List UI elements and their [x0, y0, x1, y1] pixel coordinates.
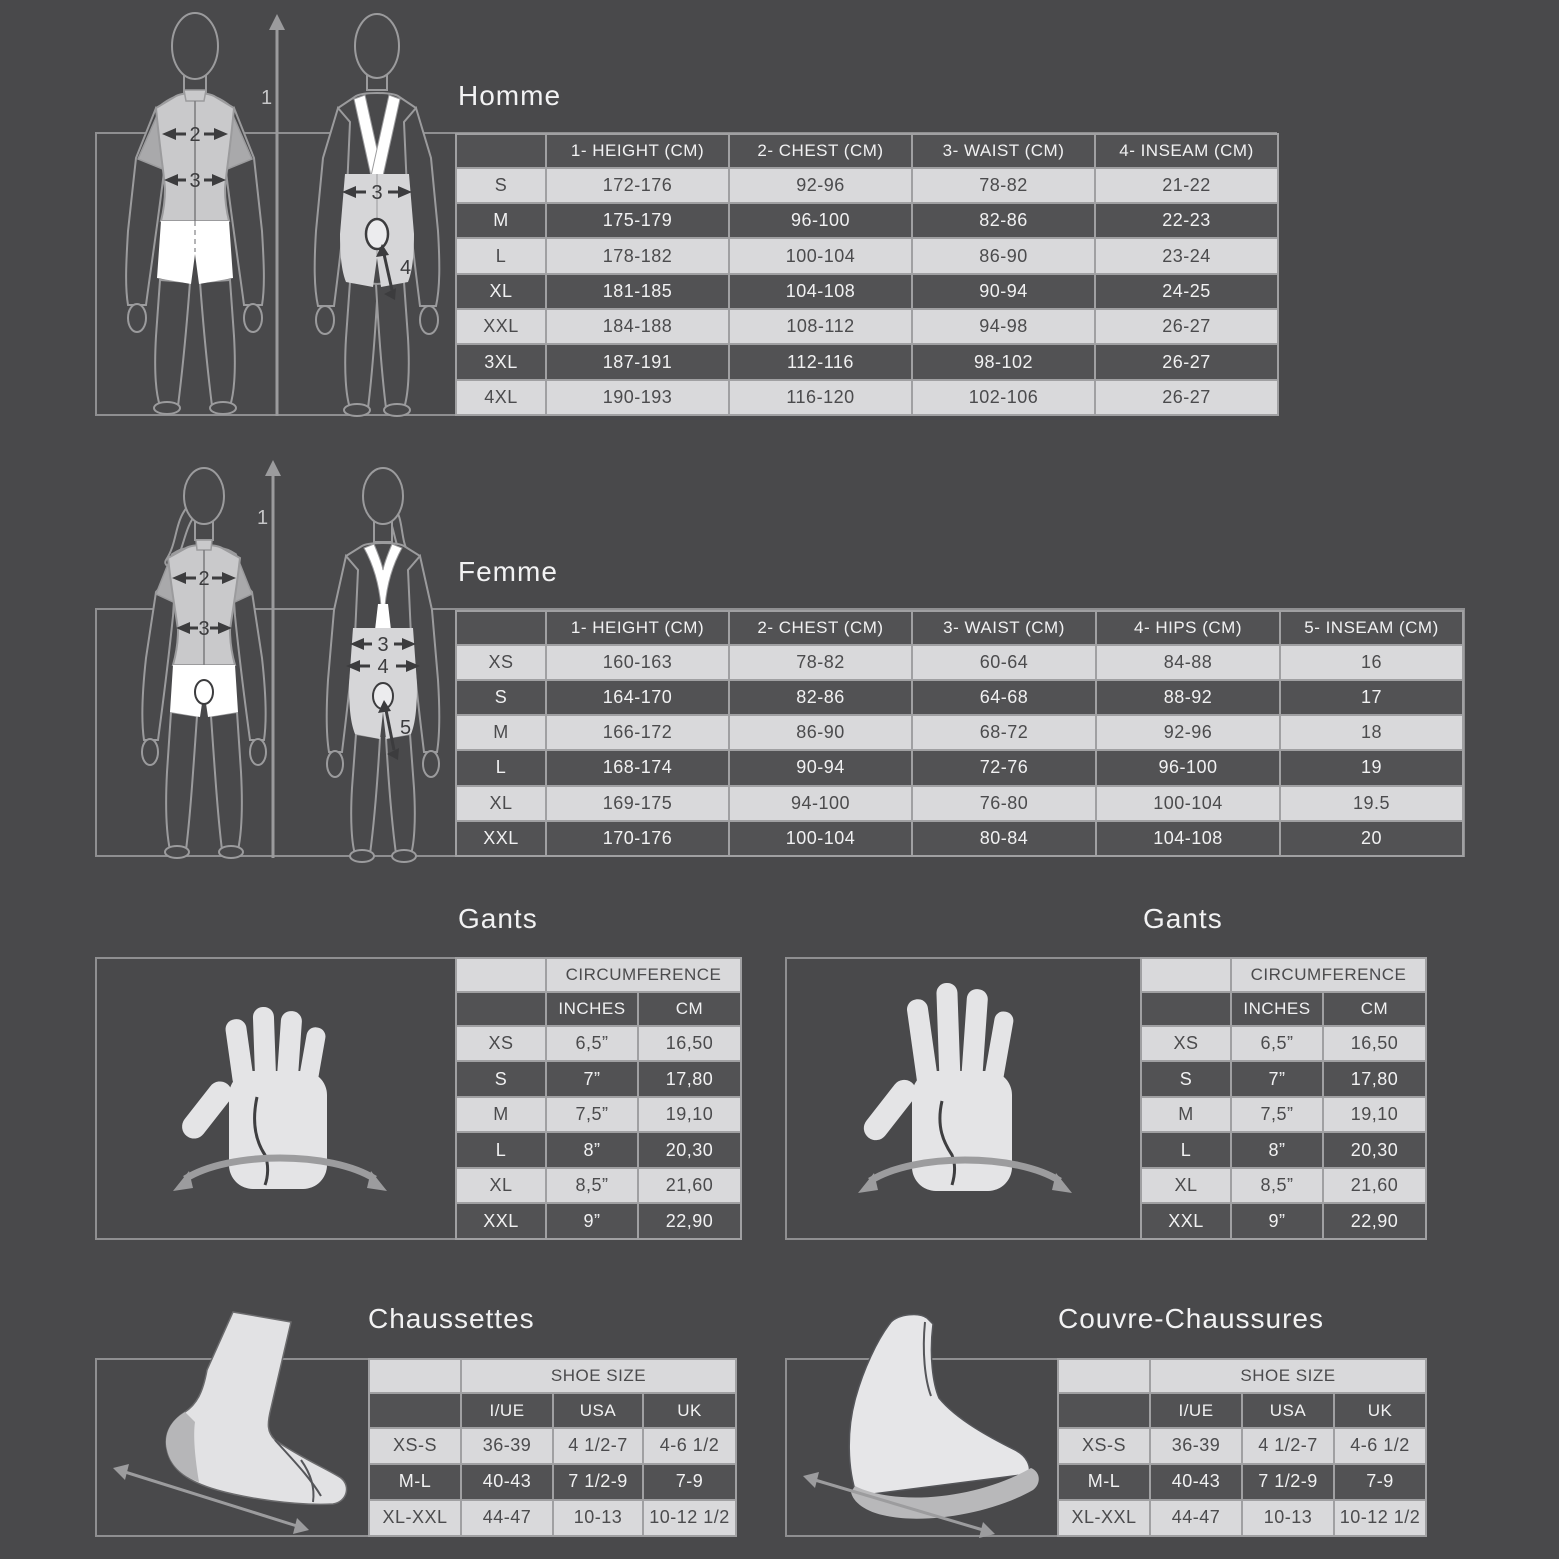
- column-header-cell: CM: [1323, 992, 1426, 1026]
- data-cell: 17,80: [1323, 1061, 1426, 1097]
- chest-arrow-label: 2: [189, 124, 201, 146]
- data-cell: 96-100: [729, 203, 912, 238]
- data-cell: 86-90: [912, 238, 1095, 273]
- table-row: [456, 238, 1278, 273]
- data-cell: 4 1/2-7: [1242, 1428, 1334, 1464]
- table-row: [1141, 1061, 1426, 1097]
- data-cell: 23-24: [1095, 238, 1278, 273]
- column-header-cell: I/UE: [1150, 1393, 1242, 1427]
- couvre-chaussures-size-table: [1057, 1358, 1427, 1537]
- homme-size-table: [455, 133, 1279, 416]
- homme-height-arrow: [260, 14, 294, 416]
- corner-cell: [1141, 992, 1231, 1026]
- femme-title: Femme: [458, 556, 558, 587]
- data-cell: 22,90: [638, 1203, 741, 1239]
- data-cell: 68-72: [912, 715, 1096, 750]
- data-cell: 98-102: [912, 344, 1095, 379]
- data-cell: 26-27: [1095, 309, 1278, 344]
- size-cell: S: [1141, 1061, 1231, 1097]
- size-cell: XL: [456, 786, 546, 821]
- group-header-cell: CIRCUMFERENCE: [546, 958, 741, 992]
- group-header-row: [456, 958, 741, 992]
- data-cell: 86-90: [729, 715, 912, 750]
- size-cell: XS-S: [369, 1428, 461, 1464]
- data-cell: 90-94: [729, 750, 912, 785]
- corner-cell: [1058, 1359, 1150, 1393]
- size-cell: XS: [1141, 1026, 1231, 1062]
- data-cell: 19,10: [1323, 1097, 1426, 1133]
- data-cell: 92-96: [1096, 715, 1280, 750]
- size-cell: S: [456, 168, 546, 203]
- full-finger-glove-illustration: [850, 975, 1080, 1225]
- data-cell: 92-96: [729, 168, 912, 203]
- waist-arrow-label: 3: [198, 618, 210, 640]
- data-cell: 19.5: [1280, 786, 1463, 821]
- table-row: [456, 344, 1278, 379]
- table-row: [456, 680, 1463, 715]
- data-cell: 76-80: [912, 786, 1096, 821]
- data-cell: 168-174: [546, 750, 729, 785]
- data-cell: 60-64: [912, 645, 1096, 680]
- column-header-cell: 4- HIPS (CM): [1096, 611, 1280, 645]
- gants-right-size-table: [1140, 957, 1427, 1240]
- fingerless-glove-illustration: [165, 985, 395, 1220]
- size-cell: M-L: [369, 1464, 461, 1500]
- data-cell: 7”: [1231, 1061, 1323, 1097]
- shoe-cover-illustration: [795, 1300, 1055, 1538]
- data-cell: 102-106: [912, 380, 1095, 415]
- data-cell: 175-179: [546, 203, 729, 238]
- female-back-figure-illustration: [298, 462, 468, 858]
- data-cell: 26-27: [1095, 344, 1278, 379]
- data-cell: 18: [1280, 715, 1463, 750]
- corner-cell: [456, 992, 546, 1026]
- group-header-row: [1141, 958, 1426, 992]
- data-cell: 17,80: [638, 1061, 741, 1097]
- data-cell: 104-108: [729, 274, 912, 309]
- table-row: [1141, 1097, 1426, 1133]
- data-cell: 40-43: [1150, 1464, 1242, 1500]
- column-header-cell: 2- CHEST (CM): [729, 611, 912, 645]
- data-cell: 22-23: [1095, 203, 1278, 238]
- column-header-cell: 5- INSEAM (CM): [1280, 611, 1463, 645]
- corner-cell: [456, 611, 546, 645]
- size-cell: S: [456, 1061, 546, 1097]
- corner-cell: [369, 1359, 461, 1393]
- table-row: [456, 1168, 741, 1204]
- data-cell: 10-12 1/2: [643, 1500, 736, 1536]
- size-cell: 3XL: [456, 344, 546, 379]
- data-cell: 88-92: [1096, 680, 1280, 715]
- size-cell: XL-XXL: [1058, 1500, 1150, 1536]
- size-cell: XL: [1141, 1168, 1231, 1204]
- chamois-oval: [366, 219, 388, 249]
- table-row: [1058, 1500, 1426, 1536]
- group-header-cell: CIRCUMFERENCE: [1231, 958, 1426, 992]
- homme-title: Homme: [458, 80, 562, 111]
- data-cell: 100-104: [729, 821, 912, 856]
- group-header-row: [1058, 1359, 1426, 1393]
- inseam-arrow-label: 5: [400, 717, 412, 739]
- corner-cell: [456, 958, 546, 992]
- group-header-cell: SHOE SIZE: [461, 1359, 736, 1393]
- header-row: [456, 611, 1463, 645]
- chaussettes-size-table: [368, 1358, 737, 1537]
- size-cell: M: [1141, 1097, 1231, 1133]
- size-cell: 4XL: [456, 380, 546, 415]
- data-cell: 184-188: [546, 309, 729, 344]
- size-cell: L: [456, 238, 546, 273]
- corner-cell: [1141, 958, 1231, 992]
- data-cell: 84-88: [1096, 645, 1280, 680]
- chamois-oval: [195, 680, 213, 704]
- height-arrow-label: 1: [257, 507, 269, 529]
- inseam-arrow-label: 4: [400, 257, 412, 279]
- data-cell: 7,5”: [1231, 1097, 1323, 1133]
- data-cell: 8”: [1231, 1132, 1323, 1168]
- table-row: [456, 1026, 741, 1062]
- group-header-row: [369, 1359, 736, 1393]
- data-cell: 6,5”: [546, 1026, 638, 1062]
- data-cell: 78-82: [729, 645, 912, 680]
- size-cell: XS-S: [1058, 1428, 1150, 1464]
- corner-cell: [1058, 1393, 1150, 1427]
- data-cell: 7 1/2-9: [553, 1464, 643, 1500]
- data-cell: 178-182: [546, 238, 729, 273]
- column-header-cell: 1- HEIGHT (CM): [546, 134, 729, 168]
- table-row: [456, 309, 1278, 344]
- table-row: [456, 380, 1278, 415]
- table-row: [456, 645, 1463, 680]
- data-cell: 166-172: [546, 715, 729, 750]
- column-header-cell: CM: [638, 992, 741, 1026]
- data-cell: 100-104: [729, 238, 912, 273]
- data-cell: 16: [1280, 645, 1463, 680]
- data-cell: 24-25: [1095, 274, 1278, 309]
- data-cell: 17: [1280, 680, 1463, 715]
- table-row: [456, 786, 1463, 821]
- data-cell: 7-9: [643, 1464, 736, 1500]
- data-cell: 82-86: [729, 680, 912, 715]
- sock-illustration: [105, 1300, 365, 1538]
- data-cell: 7”: [546, 1061, 638, 1097]
- data-cell: 36-39: [461, 1428, 553, 1464]
- size-cell: XL-XXL: [369, 1500, 461, 1536]
- data-cell: 19,10: [638, 1097, 741, 1133]
- data-cell: 9”: [1231, 1203, 1323, 1239]
- corner-cell: [369, 1393, 461, 1427]
- column-header-cell: 3- WAIST (CM): [912, 134, 1095, 168]
- chaussettes-title: Chaussettes: [368, 1303, 535, 1334]
- table-row: [1058, 1464, 1426, 1500]
- size-cell: XS: [456, 645, 546, 680]
- header-row: [1058, 1393, 1426, 1427]
- column-header-cell: UK: [1334, 1393, 1426, 1427]
- data-cell: 8,5”: [546, 1168, 638, 1204]
- size-cell: XXL: [456, 1203, 546, 1239]
- corner-cell: [456, 134, 546, 168]
- back-waist-arrow-label: 3: [371, 182, 383, 204]
- size-cell: L: [1141, 1132, 1231, 1168]
- hips-arrow-label: 4: [377, 656, 389, 678]
- size-cell: M-L: [1058, 1464, 1150, 1500]
- data-cell: 64-68: [912, 680, 1096, 715]
- size-cell: M: [456, 715, 546, 750]
- size-cell: XXL: [456, 309, 546, 344]
- size-cell: XL: [456, 274, 546, 309]
- data-cell: 44-47: [461, 1500, 553, 1536]
- data-cell: 112-116: [729, 344, 912, 379]
- data-cell: 20,30: [638, 1132, 741, 1168]
- data-cell: 21,60: [638, 1168, 741, 1204]
- data-cell: 181-185: [546, 274, 729, 309]
- male-back-figure-illustration: [292, 6, 462, 416]
- data-cell: 21-22: [1095, 168, 1278, 203]
- data-cell: 6,5”: [1231, 1026, 1323, 1062]
- column-header-cell: 2- CHEST (CM): [729, 134, 912, 168]
- table-row: [456, 750, 1463, 785]
- data-cell: 169-175: [546, 786, 729, 821]
- data-cell: 72-76: [912, 750, 1096, 785]
- table-row: [1141, 1203, 1426, 1239]
- data-cell: 10-12 1/2: [1334, 1500, 1426, 1536]
- data-cell: 9”: [546, 1203, 638, 1239]
- data-cell: 21,60: [1323, 1168, 1426, 1204]
- table-row: [1141, 1026, 1426, 1062]
- data-cell: 190-193: [546, 380, 729, 415]
- table-row: [1141, 1132, 1426, 1168]
- size-cell: M: [456, 203, 546, 238]
- table-row: [369, 1428, 736, 1464]
- back-waist-arrow-label: 3: [377, 634, 389, 656]
- data-cell: 20: [1280, 821, 1463, 856]
- femme-height-arrow: [256, 460, 290, 858]
- data-cell: 78-82: [912, 168, 1095, 203]
- data-cell: 10-13: [553, 1500, 643, 1536]
- table-row: [456, 1061, 741, 1097]
- data-cell: 8,5”: [1231, 1168, 1323, 1204]
- column-header-cell: 4- INSEAM (CM): [1095, 134, 1278, 168]
- gants-right-title: Gants: [1143, 903, 1223, 934]
- data-cell: 170-176: [546, 821, 729, 856]
- column-header-cell: USA: [1242, 1393, 1334, 1427]
- table-row: [456, 168, 1278, 203]
- data-cell: 82-86: [912, 203, 1095, 238]
- table-row: [456, 821, 1463, 856]
- size-cell: S: [456, 680, 546, 715]
- data-cell: 10-13: [1242, 1500, 1334, 1536]
- data-cell: 104-108: [1096, 821, 1280, 856]
- column-header-cell: INCHES: [546, 992, 638, 1026]
- data-cell: 80-84: [912, 821, 1096, 856]
- header-row: [456, 134, 1278, 168]
- table-row: [456, 274, 1278, 309]
- height-arrow-label: 1: [261, 87, 273, 109]
- column-header-cell: I/UE: [461, 1393, 553, 1427]
- data-cell: 90-94: [912, 274, 1095, 309]
- femme-size-table: [455, 610, 1464, 857]
- table-row: [456, 1097, 741, 1133]
- data-cell: 7,5”: [546, 1097, 638, 1133]
- data-cell: 96-100: [1096, 750, 1280, 785]
- data-cell: 4-6 1/2: [1334, 1428, 1426, 1464]
- column-header-cell: UK: [643, 1393, 736, 1427]
- data-cell: 7 1/2-9: [1242, 1464, 1334, 1500]
- sock-heel: [166, 1412, 199, 1482]
- data-cell: 94-100: [729, 786, 912, 821]
- size-cell: L: [456, 750, 546, 785]
- data-cell: 164-170: [546, 680, 729, 715]
- table-row: [369, 1464, 736, 1500]
- data-cell: 19: [1280, 750, 1463, 785]
- data-cell: 94-98: [912, 309, 1095, 344]
- data-cell: 16,50: [638, 1026, 741, 1062]
- size-cell: XL: [456, 1168, 546, 1204]
- table-row: [456, 1203, 741, 1239]
- group-header-cell: SHOE SIZE: [1150, 1359, 1426, 1393]
- data-cell: 116-120: [729, 380, 912, 415]
- size-cell: L: [456, 1132, 546, 1168]
- data-cell: 7-9: [1334, 1464, 1426, 1500]
- data-cell: 26-27: [1095, 380, 1278, 415]
- waist-arrow-label: 3: [189, 170, 201, 192]
- chest-arrow-label: 2: [198, 568, 210, 590]
- gants-left-title: Gants: [458, 903, 538, 934]
- header-row: [369, 1393, 736, 1427]
- data-cell: 22,90: [1323, 1203, 1426, 1239]
- table-row: [1058, 1428, 1426, 1464]
- data-cell: 172-176: [546, 168, 729, 203]
- size-cell: XXL: [456, 821, 546, 856]
- column-header-cell: 1- HEIGHT (CM): [546, 611, 729, 645]
- gants-left-size-table: [455, 957, 742, 1240]
- table-row: [456, 715, 1463, 750]
- data-cell: 40-43: [461, 1464, 553, 1500]
- data-cell: 36-39: [1150, 1428, 1242, 1464]
- table-row: [369, 1500, 736, 1536]
- header-row: [456, 992, 741, 1026]
- data-cell: 8”: [546, 1132, 638, 1168]
- data-cell: 44-47: [1150, 1500, 1242, 1536]
- column-header-cell: USA: [553, 1393, 643, 1427]
- data-cell: 160-163: [546, 645, 729, 680]
- header-row: [1141, 992, 1426, 1026]
- table-row: [456, 203, 1278, 238]
- data-cell: 108-112: [729, 309, 912, 344]
- column-header-cell: 3- WAIST (CM): [912, 611, 1096, 645]
- column-header-cell: INCHES: [1231, 992, 1323, 1026]
- table-row: [1141, 1168, 1426, 1204]
- data-cell: 16,50: [1323, 1026, 1426, 1062]
- size-cell: XS: [456, 1026, 546, 1062]
- data-cell: 187-191: [546, 344, 729, 379]
- size-cell: XXL: [1141, 1203, 1231, 1239]
- data-cell: 4 1/2-7: [553, 1428, 643, 1464]
- data-cell: 20,30: [1323, 1132, 1426, 1168]
- data-cell: 4-6 1/2: [643, 1428, 736, 1464]
- couvre-chaussures-title: Couvre-Chaussures: [1058, 1303, 1324, 1334]
- table-row: [456, 1132, 741, 1168]
- size-cell: M: [456, 1097, 546, 1133]
- data-cell: 100-104: [1096, 786, 1280, 821]
